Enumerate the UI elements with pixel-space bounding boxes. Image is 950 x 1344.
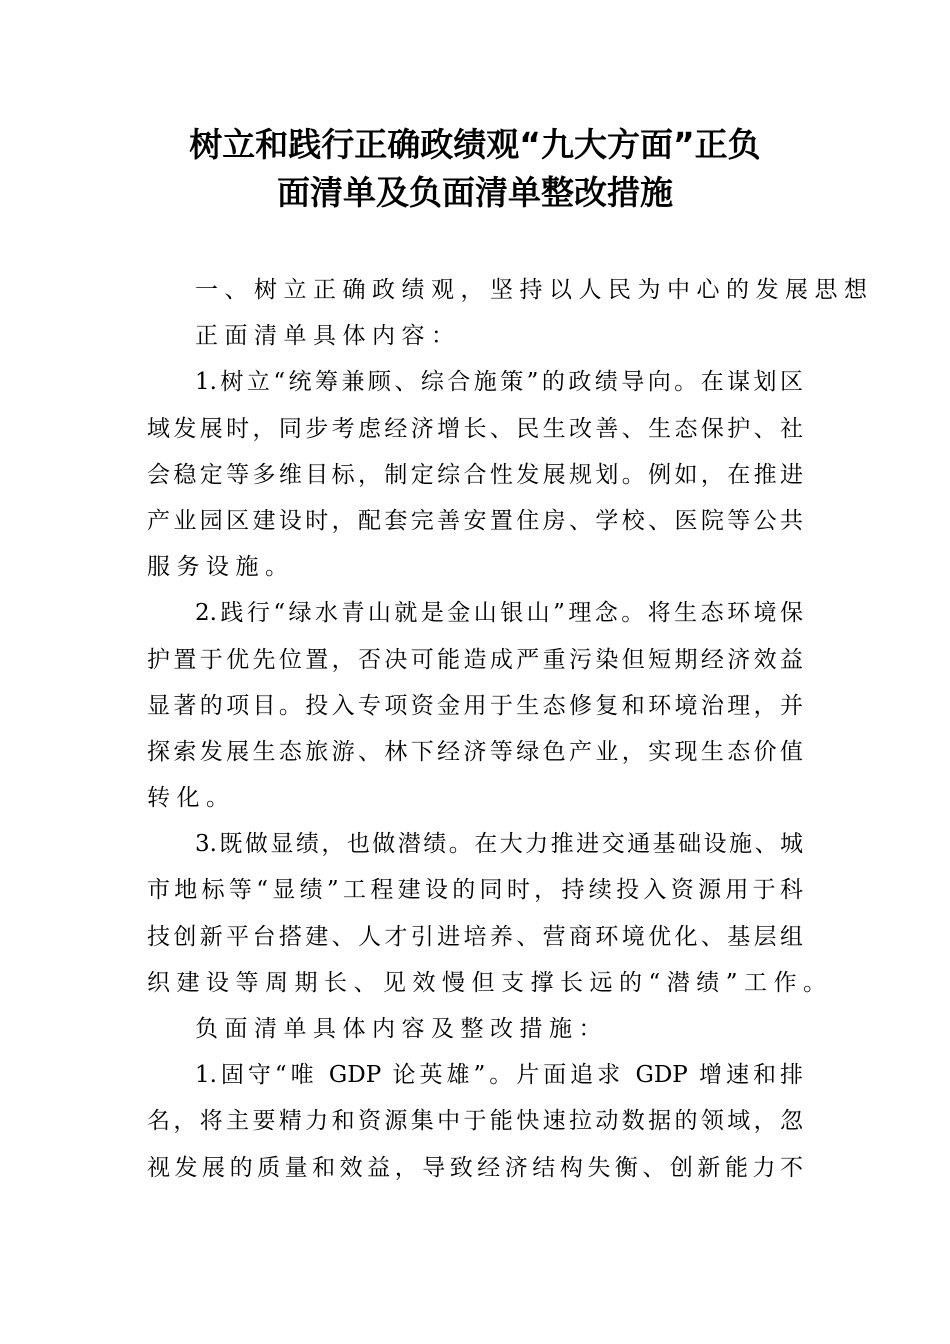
text-line: 护置于优先位置，否决可能造成严重污染但短期经济效益 [147,646,803,673]
text-line: 负面清单具体内容及整改措施： [195,1016,608,1042]
text-line: 显著的项目。投入专项资金用于生态修复和环境治理，并 [147,692,803,719]
document-title-line-2: 面清单及负面清单整改措施 [277,173,673,212]
text-line: 3.既做显绩，也做潜绩。在大力推进交通基础设施、城 [195,831,803,858]
text-line: 正面清单具体内容： [195,323,461,350]
text-line: 市地标等“显绩”工程建设的同时，持续投入资源用于科 [147,877,803,904]
text-line: 会稳定等多维目标，制定综合性发展规划。例如，在推进 [147,461,803,488]
text-line: 服务设施。 [147,554,295,581]
text-line: 1.固守“唯 GDP 论英雄”。片面追求 GDP 增速和排 [195,1062,803,1089]
text-line: 1.树立“统筹兼顾、综合施策”的政绩导向。在谋划区 [195,369,803,396]
text-line: 名，将主要精力和资源集中于能快速拉动数据的领域，忽 [147,1108,803,1135]
text-line: 视发展的质量和效益，导致经济结构失衡、创新能力不 [147,1154,803,1181]
document-body [147,267,874,1191]
text-line: 2.践行“绿水青山就是金山银山”理念。将生态环境保 [195,600,803,627]
text-line: 技创新平台搭建、人才引进培养、营商环境优化、基层组 [147,923,803,950]
text-line: 探索发展生态旅游、林下经济等绿色产业，实现生态价值 [147,738,803,765]
text-line: 织建设等周期长、见效慢但支撑长远的“潜绩”工作。 [147,969,833,996]
text-line: 域发展时，同步考虑经济增长、民生改善、生态保护、社 [147,415,803,442]
document-title-line-1: 树立和践行正确政绩观“九大方面”正负 [189,125,761,164]
text-line: 转化。 [147,785,236,812]
text-line: 一、树立正确政绩观，坚持以人民为中心的发展思想 [195,277,874,303]
text-line: 产业园区建设时，配套完善安置住房、学校、医院等公共 [147,507,803,534]
